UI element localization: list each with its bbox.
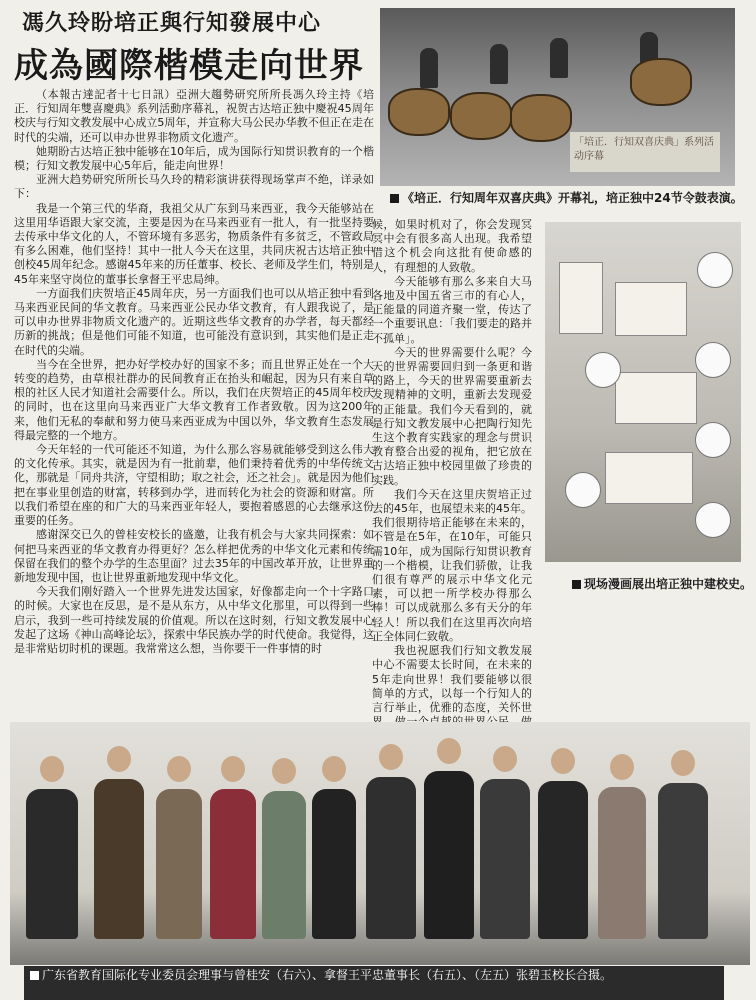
exhibit-disc: [697, 252, 733, 288]
caption-marker-icon: [572, 580, 581, 589]
article-paragraph: 我们今天在这里庆贺培正过去的45年，也展望未来的45年。我们很期待培正能够在未来的，不管是在5年，在10年，可能只需10年，成为国际行知贯识教育的一个楷模，让我们骄傲，让我们很有尊严的展示中华文化元素，可以把一所学校办得那么棒！可以成就那么多有天分的年轻人！所以我们在这里再次向培正全体同仁致敬。: [372, 487, 532, 643]
exhibit-disc: [695, 342, 731, 378]
drum-performance-photo: [380, 8, 735, 186]
performer-figure: [420, 48, 438, 88]
caption-marker-icon: [390, 194, 399, 203]
exhibit-panel: [559, 262, 603, 334]
caption-text: 《培正．行知周年双喜庆典》开幕礼，培正独中24节令鼓表演。: [402, 191, 743, 205]
drum: [388, 88, 450, 136]
person-head: [610, 754, 634, 780]
person-head: [493, 746, 517, 772]
article-paragraph: 亚洲大趋势研究所所长马久玲的精彩演讲获得现场掌声不绝，详录如下：: [14, 173, 374, 201]
article-column-2: [372, 218, 532, 743]
exhibit-photo-caption: [572, 576, 752, 616]
article-paragraph: 当今在全世界，把办好学校办好的国家不多；而且世界正处在一个大转变的趋势，由草根社群办的民间教育正在抬头和崛起，因为只有来自草根的社区人民才知道社会需要什么。所以，我们在庆贺培正的45周年校庆的同时，也在这里向马来西亚广大华文教育工作者致敬。因为这200年来，他们无私的奉献和努力使马来西亚成为中国以外，华文教育生态发展得最完整的一个地方。: [14, 357, 374, 442]
person-figure: [94, 779, 144, 939]
person-head: [379, 744, 403, 770]
article-paragraph: 候，如果时机对了，你会发现冥冥中会有很多高人出现。我希望借这个机会向这批有使命感的人，有理想的人致敬。: [372, 218, 532, 274]
event-banner: 「培正．行知双喜庆典」系列活动序幕: [570, 132, 720, 172]
article-column-1: [14, 88, 374, 743]
person-figure: [424, 771, 474, 939]
person-figure: [156, 789, 202, 939]
person-figure: [658, 783, 708, 939]
person-head: [221, 756, 245, 782]
caption-text: 现场漫画展出培正独中建校史。: [584, 577, 753, 591]
person-figure: [480, 779, 530, 939]
person-figure: [538, 781, 588, 939]
article-paragraph: 她期盼古达培正独中能够在10年后，成为国际行知贯识教育的一个楷模；行知文教发展中心5年后，能走向世界！: [14, 144, 374, 173]
drum: [450, 92, 512, 140]
person-figure: [312, 789, 356, 939]
drum: [510, 94, 572, 142]
person-head: [107, 746, 131, 772]
group-photo: [10, 722, 750, 965]
person-figure: [598, 787, 646, 939]
person-figure: [366, 777, 416, 939]
article-paragraph: 今天我们刚好踏入一个世界先进发达国家，好像都走向一个十字路口的时候。大家也在反思，是不是从东方，从中华文化那里，可以得到一些启示，我到一些可持续发展的价值观。所以在这时刻，行知文教发展中心发起了这场《神山高峰论坛》，探索中华民族办学的时代使命。我觉得，这是非常贴切时机的课题。我常常这么想，当你要干一件事情的时: [14, 585, 374, 655]
article-headline: 成為國際楷模走向世界: [14, 46, 364, 86]
article-paragraph: 今天年轻的一代可能还不知道，为什么那么容易就能够受到这么伟大的文化传承。其实，就是因为有一批前辈，他们秉持着优秀的中华传统文化，那就是「同舟共济，守望相助；取之社会，还之社会」。就是因为他们把在事业里创造的财富，转移到办学，进而转化为社会的资源和财富。所以我们希望在座的和广大的马来西亚年轻人，要抱着感恩的心去继承这份重要的任务。: [14, 443, 374, 528]
exhibit-panel: [615, 282, 687, 336]
person-head: [272, 758, 296, 784]
person-head: [671, 750, 695, 776]
person-figure: [26, 789, 78, 939]
person-head: [322, 756, 346, 782]
article-paragraph: 感谢深交已久的曾桂安校长的盛邀，让我有机会与大家共同探索：如何把马来西亚的华文教育办得更好？怎么样把优秀的中华文化元素和传统保留在我们的整个办学的生态里面？过去35年的中国改革开放，让世界重新地发现中国，也让世界重新地发现中华文化。: [14, 528, 374, 584]
person-head: [437, 738, 461, 764]
performer-figure: [550, 38, 568, 78]
group-photo-caption: [24, 966, 724, 1000]
person-head: [40, 756, 64, 782]
performer-figure: [490, 44, 508, 84]
exhibit-disc: [585, 352, 621, 388]
article-paragraph: 今天的世界需要什么呢？今天的世界需要回归到一条更和谐的路上，今天的世界需要重新去发现精神的文明，重新去发现爱的正能量。我们今天看到的，就是行知文教发展中心把陶行知先生这个教育实践家的理念与贯识教育整合出爱的视角，把它放在古达培正独中校园里做了珍贵的实践。: [372, 345, 532, 487]
top-photo-caption: [390, 190, 750, 210]
person-figure: [210, 789, 256, 939]
exhibit-panel: [605, 452, 693, 504]
article-paragraph: 一方面我们庆贺培正45周年庆，另一方面我们也可以从培正独中看到马来西亚民间的华文教育。马来西亚公民办华文教育，有人跟我说了，是可以申办世界非物质文化遗产的。近期这些华文教育的办学者，每天都经历新的挑战；但是他们可能不知道，也可能没有意识到，其实他们是正走在时代的尖端。: [14, 286, 374, 357]
exhibit-disc: [695, 502, 731, 538]
exhibit-disc: [565, 472, 601, 508]
caption-text: 广东省教育国际化专业委员会理事与曾桂安（右六）、拿督王平忠董事长（右五）、（左五）张碧玉校长合摄。: [42, 968, 613, 982]
drum: [630, 58, 692, 106]
article-paragraph: 我也祝愿我们行知文教发展中心不需要太长时间，在未来的5年走向世界！我们要能够以很简单的方式，以每一个行知人的言行举止，优雅的态度，关怀世: [372, 644, 532, 714]
caption-marker-icon: [30, 971, 39, 980]
person-head: [167, 756, 191, 782]
exhibit-disc: [695, 422, 731, 458]
article-kicker: 馮久玲盼培正與行知發展中心: [22, 11, 322, 36]
article-paragraph: 我是一个第三代的华裔，我祖父从广东到马来西亚，我今天能够站在这里用华语跟大家交流，主要是因为在马来西亚有一批人，有一批坚持要去传承中华文化的人，不管环境有多恶劣，物质条件有多贫乏，不管政局有多么困难，他们坚持！其中一批人今天在这里，共同庆祝古达培正独中创校45周年纪念。感谢45年来的历任董事、校长、老师及学生们，特别是45年来坚守岗位的董事长拿督王平忠局绅。: [14, 201, 374, 286]
comic-exhibit-photo: [545, 222, 741, 562]
article-paragraph: （本報古達記者十七日訊）亞洲大趨勢研究所所長馮久玲主持《培正．行知周年雙喜慶典》系列活動序幕礼，祝贺古达培正独中慶祝45周年校庆与行知文教发展中心成立5周年，并宣称大马公民办华教不但正在走在时代的尖端，还可以申办世界非物质文化遗产。: [14, 88, 374, 144]
person-figure: [262, 791, 306, 939]
article-paragraph: 今天能够有那么多来自大马各地及中国五省三市的有心人，正能量的同道齐聚一堂，传达了一个重要讯息：「我们要走的路并不孤单」。: [372, 274, 532, 345]
exhibit-panel: [615, 372, 697, 424]
person-head: [551, 748, 575, 774]
